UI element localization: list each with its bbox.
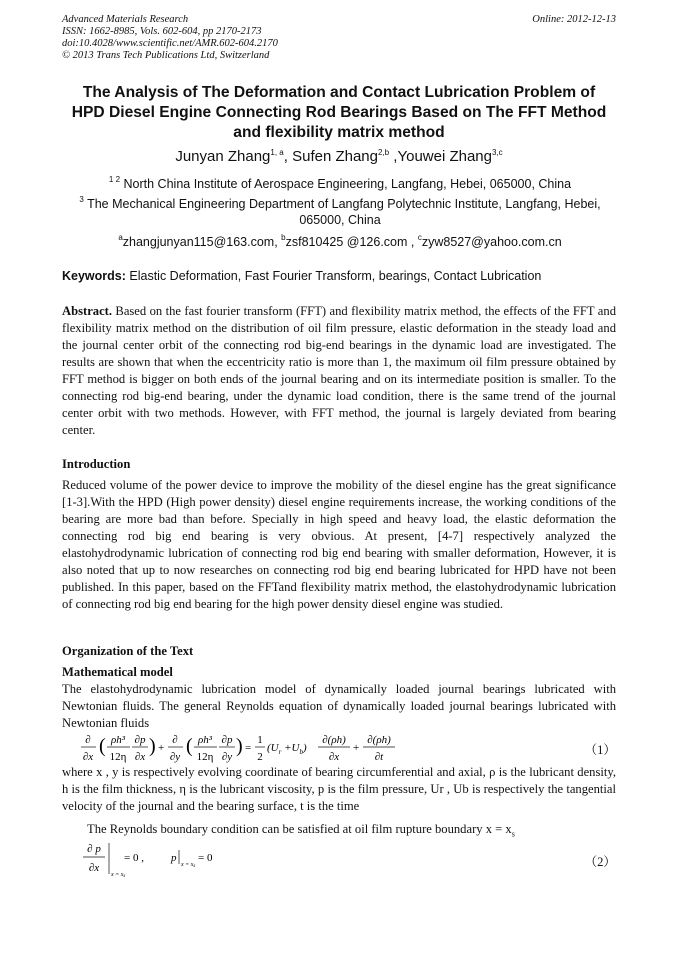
- eq-rho-h3: ρh³: [197, 734, 213, 746]
- journal-header: [62, 14, 616, 62]
- equation-1-number: （1）: [584, 743, 616, 757]
- affiliation-2: [70, 196, 610, 228]
- eq-left-paren: (: [186, 735, 193, 757]
- introduction-text: Reduced volume of the power device to improve the mobility of the diesel engine has the great significance [1-3].With the HPD (High power density) diesel engine requirements increase, the working conditions of the bearing are more bad than before. Specially in high speed and heavy load, the elastic deformation the connecting rod big end bearing is very obvious. At present, [4-7] respectively analyzed the elastohydrodynamic lubrication of connecting rod big end bearing with smaller deformation, However, it is also noted that up to now researches on connecting rod big end bearing lubricated for HPD have not been published. In this paper, based on the FFTand flexibility matrix method, the elastohydrodynamic lubrication of connecting rod big end bearing for the high power density diesel engine was studied.: [62, 478, 616, 611]
- eq-d-symbol: ∂: [85, 734, 91, 746]
- organization-heading: Organization of the Text: [62, 644, 194, 658]
- eq-right-paren: ): [149, 735, 156, 757]
- reynolds-sub: s: [511, 829, 515, 839]
- eq-u-open: (U: [267, 742, 279, 754]
- affiliation-sup: 3: [79, 195, 84, 204]
- abstract: [62, 303, 616, 439]
- email-list: [70, 234, 610, 250]
- email-address: zyw8527@yahoo.com.cn: [421, 235, 562, 249]
- equation-1: [80, 732, 380, 768]
- eq-plus: +: [158, 742, 165, 754]
- reynolds-text: The Reynolds boundary condition can be satisfied at oil film rupture boundary x = x: [87, 822, 512, 836]
- eq-dp: ∂p: [221, 734, 233, 746]
- author-separator: ,: [389, 148, 398, 165]
- eq-dx: ∂x: [82, 751, 94, 763]
- introduction-heading: Introduction: [62, 457, 131, 471]
- eq-dt: ∂t: [374, 751, 384, 763]
- title-line-2: HPD Diesel Engine Connecting Rod Bearings Based on The FFT Method: [71, 104, 607, 121]
- eq-two: 2: [257, 751, 263, 763]
- author-name: Sufen Zhang: [292, 148, 378, 165]
- eq2-eval-sub: s: [193, 864, 196, 869]
- email-address: zsf810425 @126.com ,: [285, 235, 418, 249]
- eq-right-paren: ): [236, 735, 243, 757]
- online-date: Online: 2012-12-13: [532, 14, 616, 25]
- eq2-eq0a: = 0 ,: [124, 852, 144, 864]
- equation-2-svg: [80, 840, 240, 880]
- copyright-line: © 2013 Trans Tech Publications Ltd, Switzerland: [62, 50, 270, 61]
- keywords-label: Keywords:: [62, 269, 126, 283]
- math-model-heading: Mathematical model: [62, 665, 173, 679]
- email-sup: a: [118, 233, 123, 242]
- equation-2-number: （2）: [584, 855, 616, 869]
- eq-d-rho-h: ∂(ρh): [367, 734, 391, 746]
- equation-1-last-term: [361, 732, 401, 768]
- affiliation-text: North China Institute of Aerospace Engineering, Langfang, Hebei, 065000, China: [120, 177, 572, 191]
- email-address: zhangjunyan115@163.com,: [122, 235, 282, 249]
- eq-left-paren: (: [99, 735, 106, 757]
- eq2-eval-sub: s: [123, 874, 126, 879]
- eq-12eta: 12η: [196, 751, 214, 763]
- eq2-dp: ∂ p: [87, 843, 101, 855]
- eq-equals: =: [245, 742, 252, 754]
- math-model-text: The elastohydrodynamic lubrication model of dynamically loaded journal bearings lubricated with Newtonian fluids. The general Reynolds equation of dynamically loaded journal bearings lubricated with Newtonian fluids: [62, 682, 616, 730]
- eq2-eval: [110, 872, 125, 879]
- eq-12eta: 12η: [109, 751, 127, 763]
- author-sup: 1, a: [270, 148, 284, 157]
- eq-dx: ∂x: [134, 751, 146, 763]
- equation-2: [80, 840, 240, 884]
- author-sup: 3,c: [492, 148, 503, 157]
- eq2-p: p: [171, 852, 177, 864]
- affiliation-1: [70, 176, 610, 192]
- keywords: [62, 268, 616, 284]
- author-separator: ,: [283, 148, 293, 165]
- email-sup: c: [417, 233, 422, 242]
- author-sup: 2,b: [378, 148, 390, 157]
- eq2-eq0b: = 0: [198, 852, 213, 864]
- equation-1-svg: [80, 732, 380, 764]
- eq-one: 1: [257, 734, 263, 746]
- eq-rho-h3: ρh³: [110, 734, 126, 746]
- eq2-eval-text: x = x: [111, 872, 124, 878]
- eq-dx: ∂x: [328, 751, 340, 763]
- eq-d-symbol: ∂: [172, 734, 178, 746]
- title-line-1: The Analysis of The Deformation and Contact Lubrication Problem of: [82, 84, 596, 101]
- abstract-label: Abstract.: [62, 304, 113, 318]
- eq-plus-u: +U: [281, 742, 300, 754]
- affiliation-text: The Mechanical Engineering Department of Langfang Polytechnic Institute, Langfang, Hebei, 065000, China: [83, 197, 601, 227]
- eq-sub-r: r: [278, 748, 282, 756]
- variable-definitions: where x , y is respectively evolving coordinate of bearing circumferential and axial, ρ is the lubricant density, h is the film thickness, η is the lubricant viscosity, p is the film pressure, Ur , Ub is respectively the tangential velocity of the journal and the bearing surface, t is the time: [62, 765, 616, 813]
- doi-line: doi:10.4028/www.scientific.net/AMR.602-604.2170: [62, 38, 278, 49]
- author-list: [62, 148, 616, 166]
- equation-1-last-term-svg: [361, 732, 401, 764]
- eq-plus: +: [353, 742, 360, 754]
- author-name: Youwei Zhang: [397, 148, 492, 165]
- title-line-3: and flexibility matrix method: [233, 124, 445, 141]
- eq-close: ): [302, 742, 307, 754]
- eq2-eval-p: [180, 862, 195, 869]
- journal-name: Advanced Materials Research: [62, 14, 189, 25]
- email-sup: b: [281, 233, 286, 242]
- keywords-text: Elastic Deformation, Fast Fourier Transform, bearings, Contact Lubrication: [125, 269, 542, 283]
- eq2-dx: ∂x: [88, 862, 100, 874]
- affiliation-sup: 1 2: [108, 175, 121, 184]
- eq-dp: ∂p: [134, 734, 146, 746]
- eq-dy: ∂y: [169, 751, 181, 763]
- eq-d-rho-h: ∂(ρh): [322, 734, 346, 746]
- issn-line: ISSN: 1662-8985, Vols. 602-604, pp 2170-2173: [62, 26, 262, 37]
- author-name: Junyan Zhang: [175, 148, 271, 165]
- eq2-eval-text: x = x: [181, 862, 194, 868]
- eq-dy: ∂y: [221, 751, 233, 763]
- eq-sub-b: b: [299, 748, 303, 756]
- paper-title: [62, 83, 616, 143]
- eq-velocity-sum: [267, 742, 307, 756]
- abstract-text: Based on the fast fourier transform (FFT) and flexibility matrix method, the effects of the FFT and flexibility matrix method on the distribution of oil film pressure, elastic deformation in the steady load and the journal center orbit of the connecting rod big-end bearings in the dynamic load are investigated. The results are shown that when the eccentricity ratio is more than 1, the maximum oil film pressure obtained by FFT method is bigger on both ends of the journal bearing and on its intermediate position is smaller. To the connecting rod big-end bearing, under the dynamic load condition, there is the same trend of the journal center orbit with two methods. However, with FFT method, the journal is largely deviated from bearing center.: [62, 304, 616, 437]
